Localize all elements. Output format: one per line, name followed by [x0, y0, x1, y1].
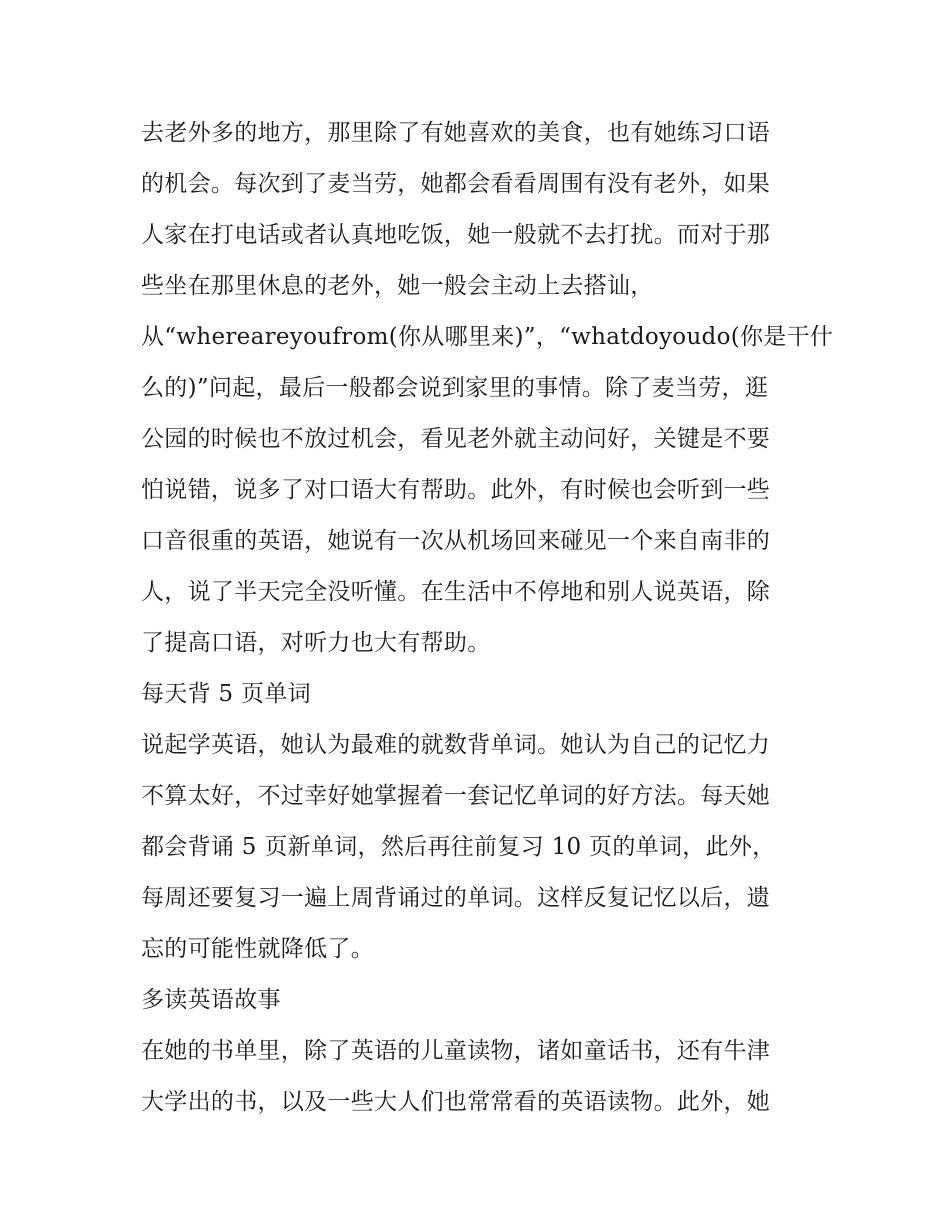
text-line: 去老外多的地方，那里除了有她喜欢的美食，也有她练习口语	[141, 120, 771, 146]
text-line: 公园的时候也不放过机会，看见老外就主动问好，关键是不要	[141, 426, 771, 452]
document-body	[141, 108, 834, 1128]
text-line: 人家在打电话或者认真地吃饭，她一般就不去打扰。而对于那	[141, 222, 771, 248]
text-line: 大学出的书，以及一些大人们也常常看的英语读物。此外，她	[141, 1089, 771, 1115]
text-line: 每周还要复习一遍上周背诵过的单词。这样反复记忆以后，遗	[141, 885, 771, 911]
text-line: 么的)”问起，最后一般都会说到家里的事情。除了麦当劳，逛	[141, 375, 769, 401]
text-line: 在她的书单里，除了英语的儿童读物，诸如童话书，还有牛津	[141, 1038, 771, 1064]
text-line: 说起学英语，她认为最难的就数背单词。她认为自己的记忆力	[141, 732, 771, 758]
text-line: 不算太好，不过幸好她掌握着一套记忆单词的好方法。每天她	[141, 783, 771, 809]
text-line: 的机会。每次到了麦当劳，她都会看看周围有没有老外，如果	[141, 171, 771, 197]
text-line: 口音很重的英语，她说有一次从机场回来碰见一个来自南非的	[141, 528, 771, 554]
text-line: 从“whereareyoufrom(你从哪里来)”，“whatdoyoudo(你是干什	[141, 324, 834, 350]
section-heading: 每天背 5 页单词	[141, 681, 311, 707]
text-line: 怕说错，说多了对口语大有帮助。此外，有时候也会听到一些	[141, 477, 771, 503]
section-heading: 多读英语故事	[141, 987, 281, 1013]
text-line: 了提高口语，对听力也大有帮助。	[141, 630, 491, 656]
text-line: 忘的可能性就降低了。	[141, 936, 374, 962]
text-line: 人，说了半天完全没听懂。在生活中不停地和别人说英语，除	[141, 579, 771, 605]
text-line: 都会背诵 5 页新单词，然后再往前复习 10 页的单词，此外，	[141, 834, 776, 860]
text-line: 些坐在那里休息的老外，她一般会主动上去搭讪，	[141, 273, 654, 299]
